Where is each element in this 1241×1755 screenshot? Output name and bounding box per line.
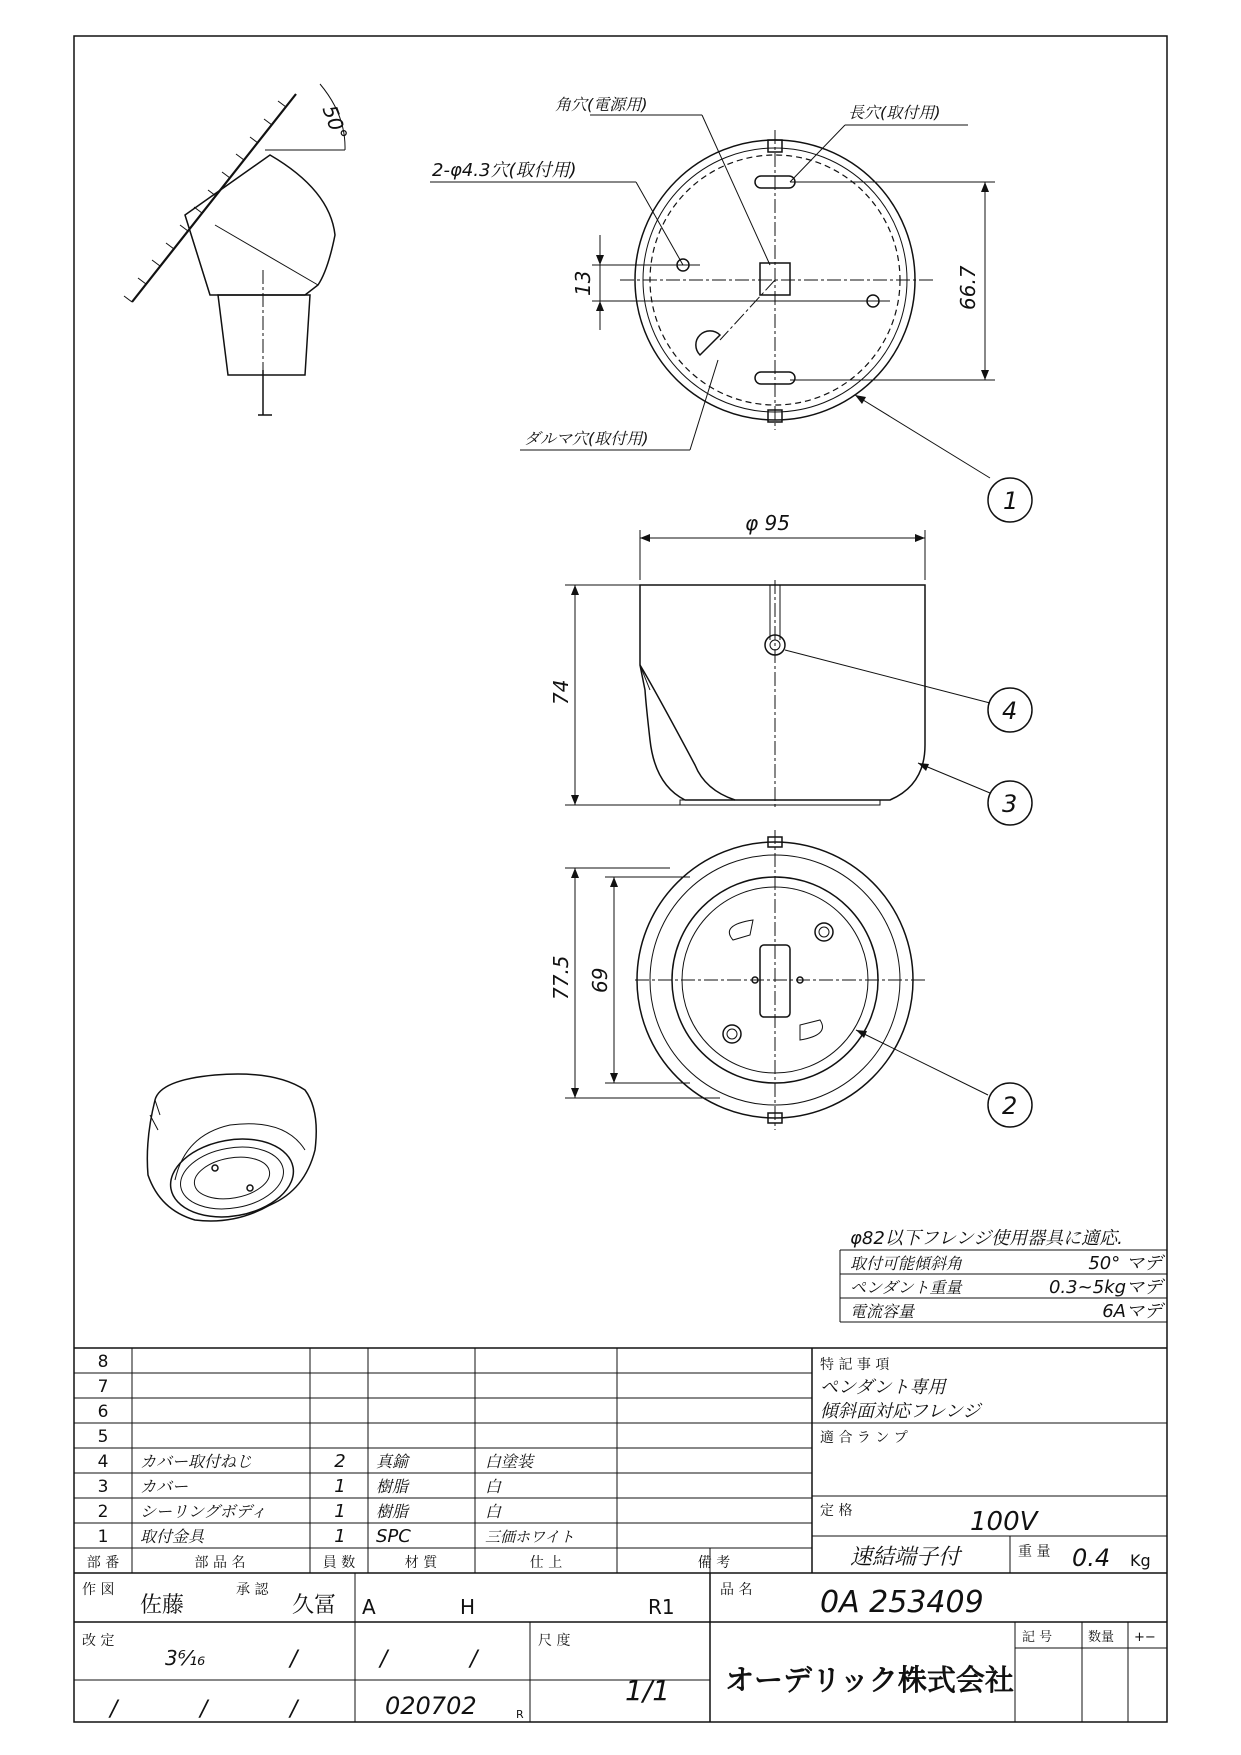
rating-value: 100V xyxy=(970,1507,1038,1537)
isometric-view xyxy=(147,1074,316,1226)
dim-69: 69 xyxy=(588,967,612,993)
svg-text:取付金具: 取付金具 xyxy=(140,1527,205,1546)
parts-rows xyxy=(87,1352,730,1571)
product-number: 0A 253409 xyxy=(820,1585,984,1620)
angle-label: 50° xyxy=(317,101,353,144)
svg-text:+−: +− xyxy=(1134,1630,1156,1645)
dim-13: 13 xyxy=(571,270,595,296)
bottom-view xyxy=(549,830,1032,1130)
dim-77-5: 77.5 xyxy=(549,955,573,1000)
svg-text:SPC: SPC xyxy=(376,1526,411,1547)
svg-text:4: 4 xyxy=(97,1452,109,1472)
terminal-note: 速結端子付 xyxy=(850,1545,961,1570)
svg-text:カバー取付ねじ: カバー取付ねじ xyxy=(140,1452,253,1471)
svg-text:数量: 数量 xyxy=(1088,1630,1115,1645)
svg-text:尺 度: 尺 度 xyxy=(538,1633,571,1649)
svg-text:A: A xyxy=(362,1595,376,1619)
svg-text:改 定: 改 定 xyxy=(82,1633,115,1649)
callout-slot-hole: 長穴(取付用) xyxy=(848,103,941,122)
svg-text:取付可能傾斜角: 取付可能傾斜角 xyxy=(850,1254,963,1273)
callout-square-hole: 角穴(電源用) xyxy=(555,95,648,114)
svg-text:ペンダント専用: ペンダント専用 xyxy=(820,1377,946,1398)
notes-table xyxy=(840,1228,1167,1322)
side-view xyxy=(124,84,352,415)
svg-text:6Aマデ: 6Aマデ xyxy=(1102,1301,1162,1322)
special-notes-label: 特 記 事 項 xyxy=(820,1357,890,1373)
svg-text:2: 2 xyxy=(97,1502,109,1522)
company-name: オーデリック株式会社 xyxy=(725,1663,1014,1697)
svg-text:/: / xyxy=(110,1697,118,1722)
table-row xyxy=(98,1352,109,1372)
svg-text:H: H xyxy=(460,1595,476,1619)
svg-text:真鍮: 真鍮 xyxy=(376,1452,409,1471)
svg-text:員 数: 員 数 xyxy=(322,1555,356,1571)
svg-text:/: / xyxy=(290,1647,298,1672)
svg-text:1: 1 xyxy=(334,1526,346,1547)
svg-text:シーリングボディ: シーリングボディ xyxy=(140,1502,267,1521)
front-view xyxy=(549,511,1032,825)
revision-date: 3⁶⁄₁₆ xyxy=(165,1646,206,1670)
svg-text:1: 1 xyxy=(97,1527,109,1547)
svg-text:品 名: 品 名 xyxy=(720,1582,753,1598)
svg-text:材 質: 材 質 xyxy=(404,1555,438,1571)
scale-value: 1/1 xyxy=(625,1674,671,1707)
notes-header: φ82以下フレンジ使用器具に適応. xyxy=(850,1228,1123,1249)
svg-text:0.3~5kgマデ: 0.3~5kgマデ xyxy=(1048,1277,1162,1298)
svg-text:白塗装: 白塗装 xyxy=(485,1452,534,1471)
svg-text:記 号: 記 号 xyxy=(1022,1630,1053,1645)
rating-label: 定 格 xyxy=(820,1503,853,1519)
svg-text:4: 4 xyxy=(1002,697,1018,725)
dim-74: 74 xyxy=(549,679,573,705)
svg-text:傾斜面対応フレンジ: 傾斜面対応フレンジ xyxy=(820,1401,981,1422)
svg-text:50° マデ: 50° マデ xyxy=(1088,1253,1162,1274)
table-row xyxy=(98,1377,109,1397)
drawing-number: 020702 xyxy=(385,1692,477,1720)
svg-text:6: 6 xyxy=(97,1402,109,1422)
svg-text:2: 2 xyxy=(334,1451,346,1472)
svg-text:/: / xyxy=(290,1697,298,1722)
lamp-label: 適 合 ラ ン プ xyxy=(820,1430,908,1446)
callout-keyhole: ダルマ穴(取付用) xyxy=(524,429,649,448)
table-row xyxy=(98,1451,535,1472)
svg-text:3: 3 xyxy=(1002,790,1018,818)
svg-text:/: / xyxy=(470,1647,478,1672)
svg-text:8: 8 xyxy=(97,1352,109,1372)
spec-block xyxy=(812,1356,1167,1573)
weight-value: 0.4 xyxy=(1072,1544,1111,1572)
dim-66-7: 66.7 xyxy=(956,265,980,310)
table-row xyxy=(98,1526,575,1547)
svg-text:電流容量: 電流容量 xyxy=(850,1302,915,1321)
svg-text:白: 白 xyxy=(485,1502,502,1521)
parts-header-row xyxy=(87,1554,730,1571)
dim-phi95: φ 95 xyxy=(745,511,790,535)
svg-text:1: 1 xyxy=(1003,487,1019,515)
svg-text:/: / xyxy=(380,1647,388,1672)
svg-text:1: 1 xyxy=(334,1501,346,1522)
svg-text:5: 5 xyxy=(97,1427,109,1447)
svg-text:Kg: Kg xyxy=(1130,1551,1151,1570)
table-row xyxy=(98,1501,502,1522)
svg-text:2: 2 xyxy=(1002,1092,1018,1120)
svg-text:1: 1 xyxy=(334,1476,346,1497)
svg-text:R: R xyxy=(516,1708,524,1721)
callout-mount-holes: 2-φ4.3穴(取付用) xyxy=(432,160,577,181)
svg-text:仕 上: 仕 上 xyxy=(529,1555,563,1571)
svg-text:白: 白 xyxy=(485,1477,502,1496)
svg-text:樹脂: 樹脂 xyxy=(376,1502,409,1521)
svg-text:重 量: 重 量 xyxy=(1018,1544,1051,1560)
table-row xyxy=(98,1427,109,1447)
table-row xyxy=(98,1402,109,1422)
svg-text:カバー: カバー xyxy=(140,1477,189,1496)
approved-by: 久冨 xyxy=(292,1593,337,1618)
top-view xyxy=(430,95,1032,522)
svg-text:ペンダント重量: ペンダント重量 xyxy=(850,1278,962,1297)
svg-text:部 品 名: 部 品 名 xyxy=(194,1555,246,1571)
svg-text:樹脂: 樹脂 xyxy=(376,1477,409,1496)
svg-text:R1: R1 xyxy=(648,1595,675,1619)
svg-text:承 認: 承 認 xyxy=(236,1582,269,1598)
svg-text:/: / xyxy=(200,1697,208,1722)
svg-text:三価ホワイト: 三価ホワイト xyxy=(485,1528,575,1546)
svg-text:作 図: 作 図 xyxy=(82,1582,115,1598)
svg-text:備 考: 備 考 xyxy=(697,1555,731,1571)
svg-text:3: 3 xyxy=(97,1477,109,1497)
svg-text:部 番: 部 番 xyxy=(86,1555,120,1571)
title-block xyxy=(74,1573,1167,1722)
table-row xyxy=(98,1476,502,1497)
svg-text:7: 7 xyxy=(97,1377,109,1397)
drawn-by: 佐藤 xyxy=(140,1593,185,1618)
